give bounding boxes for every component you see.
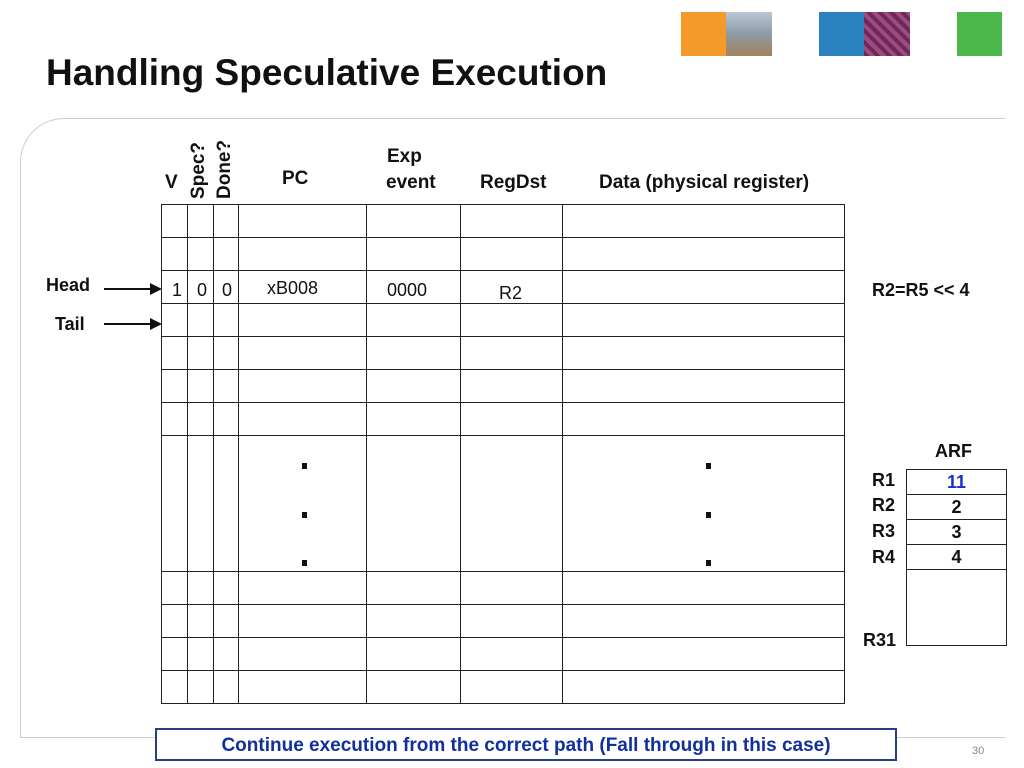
table-row: [162, 403, 845, 436]
header-data: Data (physical register): [599, 172, 810, 193]
entry-done: 0: [222, 280, 233, 300]
arf-table: [906, 469, 1007, 646]
header-exp-line1: Exp: [387, 146, 422, 167]
reorder-buffer-table: [161, 204, 845, 704]
header-done: Done?: [214, 139, 235, 199]
tail-pointer-label: Tail: [55, 314, 85, 334]
arf-register-name: R2: [872, 495, 896, 515]
caption-box: Continue execution from the correct path (Fall through in this case): [155, 728, 897, 761]
ellipsis-dot: [706, 463, 711, 469]
arf-row: [907, 570, 1007, 646]
arf-row: [907, 495, 1007, 520]
arf-title: ARF: [935, 441, 972, 461]
table-row: [162, 370, 845, 403]
arf-value: 4: [907, 545, 1007, 570]
arf-value: 3: [907, 520, 1007, 545]
circuit-photo: [864, 12, 910, 56]
arf-register-name: R4: [872, 547, 896, 567]
orange-tile: [681, 12, 726, 56]
entry-exp-event: 0000: [387, 280, 428, 300]
building-photo: [726, 12, 772, 56]
ellipsis-dot: [302, 463, 307, 469]
arf-register-name: R31: [863, 630, 897, 650]
table-row: [162, 304, 845, 337]
arf-value: 2: [907, 495, 1007, 520]
entry-pc: xB008: [267, 278, 319, 298]
ellipsis-dot: [302, 560, 307, 566]
header-spec: Spec?: [188, 141, 209, 199]
tail-arrow-icon: [150, 318, 162, 330]
arf-register-name: R3: [872, 521, 896, 541]
ellipsis-dot: [706, 560, 711, 566]
header-exp-line2: event: [386, 172, 436, 193]
table-row: [162, 605, 845, 638]
header-pc: PC: [282, 168, 309, 189]
header-regdst: RegDst: [480, 172, 547, 193]
instruction-note: R2=R5 << 4: [872, 280, 970, 300]
head-pointer-label: Head: [46, 275, 91, 295]
arf-register-name: R1: [872, 470, 896, 490]
header-v: V: [165, 172, 178, 193]
entry-regdst: R2: [499, 283, 523, 303]
page-number: 30: [972, 745, 985, 757]
table-row: [162, 205, 845, 238]
arf-value: [907, 570, 1007, 646]
ellipsis-dot: [706, 512, 711, 518]
arf-value: 11: [907, 470, 1007, 495]
table-row: [162, 238, 845, 271]
arf-row: [907, 520, 1007, 545]
table-row: [162, 572, 845, 605]
arf-row: [907, 545, 1007, 570]
head-arrow-icon: [150, 283, 162, 295]
green-tile: [957, 12, 1002, 56]
head-arrow-line: [104, 288, 152, 290]
ellipsis-dot: [302, 512, 307, 518]
entry-v: 1: [172, 280, 183, 300]
table-row: [162, 671, 845, 704]
table-row: [162, 638, 845, 671]
blue-tile: [819, 12, 864, 56]
tail-arrow-line: [104, 323, 152, 325]
table-row-ellipsis: [162, 436, 845, 572]
slide-title: Handling Speculative Execution: [46, 52, 608, 93]
arf-row: [907, 470, 1007, 495]
entry-spec: 0: [197, 280, 208, 300]
table-row: [162, 337, 845, 370]
